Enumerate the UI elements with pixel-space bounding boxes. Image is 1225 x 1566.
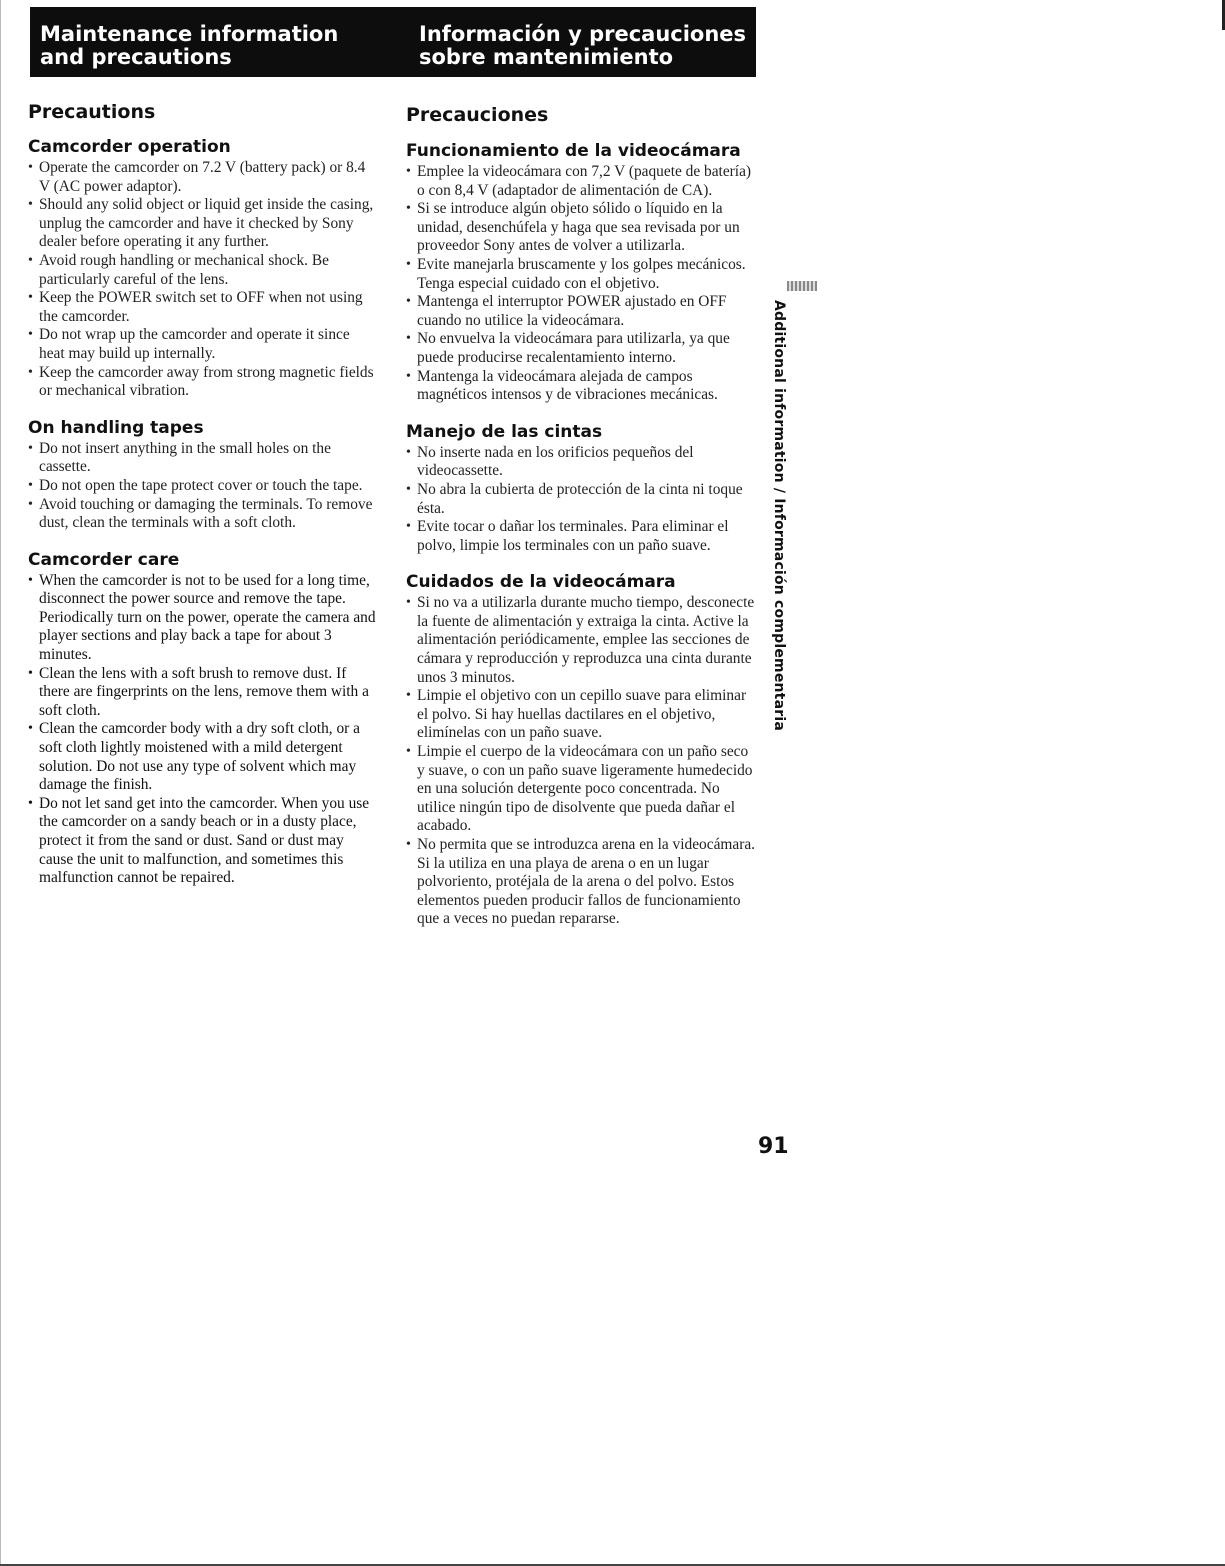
bullet-list	[406, 163, 758, 405]
bullet-list	[406, 444, 758, 556]
bullet-item: • Do not insert anything in the small holes on the cassette.	[28, 440, 378, 477]
bullet-item: • Keep the camcorder away from strong magnetic fields or mechanical vibration.	[28, 364, 378, 401]
english-column	[28, 100, 378, 904]
page-edge-left	[0, 0, 1, 1566]
section-camcorder-operation	[28, 136, 378, 401]
bullet-item: • No envuelva la videocámara para utilizarla, ya que puede producirse recalentamiento interno.	[406, 330, 758, 367]
bullet-item: • When the camcorder is not to be used for a long time, disconnect the power source and remove the tape. Periodically turn on the power, operate the camera and player sections and play back a tape for about 3 minutes.	[28, 572, 378, 665]
section-tab-marker	[787, 281, 817, 291]
bullet-list	[28, 159, 378, 401]
section-heading: Camcorder operation	[28, 137, 231, 157]
bullet-item: • Avoid rough handling or mechanical shock. Be particularly careful of the lens.	[28, 252, 378, 289]
bullet-item: • Do not open the tape protect cover or touch the tape.	[28, 477, 378, 496]
bullet-item: • Keep the POWER switch set to OFF when not using the camcorder.	[28, 289, 378, 326]
section-manejo-cintas	[406, 421, 758, 556]
bullet-item: • No inserte nada en los orificios pequeños del videocassette.	[406, 444, 758, 481]
section-heading: Camcorder care	[28, 549, 180, 570]
bullet-item: • Operate the camcorder on 7.2 V (battery pack) or 8.4 V (AC power adaptor).	[28, 159, 378, 196]
bullet-item: • Avoid touching or damaging the terminals. To remove dust, clean the terminals with a soft cloth.	[28, 496, 378, 533]
spanish-column	[406, 100, 758, 945]
section-heading: On handling tapes	[28, 417, 204, 438]
section-heading: Manejo de las cintas	[406, 421, 603, 442]
bullet-item: • Should any solid object or liquid get inside the casing, unplug the camcorder and have it checked by Sony dealer before operating it any further.	[28, 196, 378, 252]
section-cuidados	[406, 571, 758, 929]
bullet-item: • Evite manejarla bruscamente y los golpes mecánicos. Tenga especial cuidado con el objetivo.	[406, 256, 758, 293]
bullet-list	[28, 440, 378, 533]
spanish-column-title: Precauciones	[406, 104, 549, 126]
bullet-item: • No abra la cubierta de protección de la cinta ni toque ésta.	[406, 481, 758, 518]
bullet-item: • Clean the camcorder body with a dry soft cloth, or a soft cloth lightly moistened with a mild detergent solution. Do not use any type of solvent which may damage the finish.	[28, 720, 378, 794]
header-title-spanish: Información y precauciones sobre mantenimiento	[419, 22, 747, 69]
bullet-item: • Si no va a utilizarla durante mucho tiempo, desconecte la fuente de alimentación y extraiga la cinta. Active la alimentación periódicamente, emplee las secciones de cámara y reproducción y reproduzca una cinta durante unos 3 minutos.	[406, 594, 758, 687]
bullet-item: • Evite tocar o dañar los terminales. Para eliminar el polvo, limpie los terminales con un paño suave.	[406, 518, 758, 555]
bullet-item: • Do not wrap up the camcorder and operate it since heat may build up internally.	[28, 326, 378, 363]
section-funcionamiento	[406, 140, 758, 405]
bullet-item: • Mantenga el interruptor POWER ajustado en OFF cuando no utilice la videocámara.	[406, 293, 758, 330]
header-band	[30, 7, 756, 77]
bullet-item: • Limpie el objetivo con un cepillo suave para eliminar el polvo. Si hay huellas dactilares en el objetivo, elimínelas con un paño suave.	[406, 687, 758, 743]
bullet-list	[406, 594, 758, 929]
section-camcorder-care	[28, 549, 378, 888]
bullet-item: • Clean the lens with a soft brush to remove dust. If there are fingerprints on the lens, remove them with a soft cloth.	[28, 665, 378, 721]
section-heading: Cuidados de la videocámara	[406, 572, 676, 593]
bullet-item: • Mantenga la videocámara alejada de campos magnéticos intensos y de vibraciones mecánicas.	[406, 368, 758, 405]
section-heading: Funcionamiento de la videocámara	[406, 141, 741, 161]
bullet-item: • Emplee la videocámara con 7,2 V (paquete de batería) o con 8,4 V (adaptador de alimentación de CA).	[406, 163, 758, 200]
bullet-list	[28, 572, 378, 888]
bullet-item: • Si se introduce algún objeto sólido o líquido en la unidad, desenchúfela y haga que sea revisada por un proveedor Sony antes de volver a utilizarla.	[406, 200, 758, 256]
bullet-item: • No permita que se introduzca arena en la videocámara. Si la utiliza en una playa de arena o en un lugar polvoriento, protéjala de la arena o del polvo. Estos elementos pueden producir fallos de funcionamiento que a veces no puedan repararse.	[406, 836, 758, 929]
bullet-item: • Limpie el cuerpo de la videocámara con un paño seco y suave, o con un paño suave ligeramente humedecido en una solución detergente poco concentrada. No utilice ningún tipo de disolvente que pueda dañar el acabado.	[406, 743, 758, 836]
side-section-tab: Additional information / Información complementaria	[771, 300, 787, 731]
page-number: 91	[758, 1134, 789, 1159]
header-title-english: Maintenance information and precautions	[40, 22, 339, 69]
bullet-item: • Do not let sand get into the camcorder. When you use the camcorder on a sandy beach or in a dusty place, protect it from the sand or dust. Sand or dust may cause the unit to malfunction, and sometimes this malfunction cannot be repaired.	[28, 795, 378, 888]
english-column-title: Precautions	[28, 101, 156, 123]
section-on-handling-tapes	[28, 417, 378, 533]
